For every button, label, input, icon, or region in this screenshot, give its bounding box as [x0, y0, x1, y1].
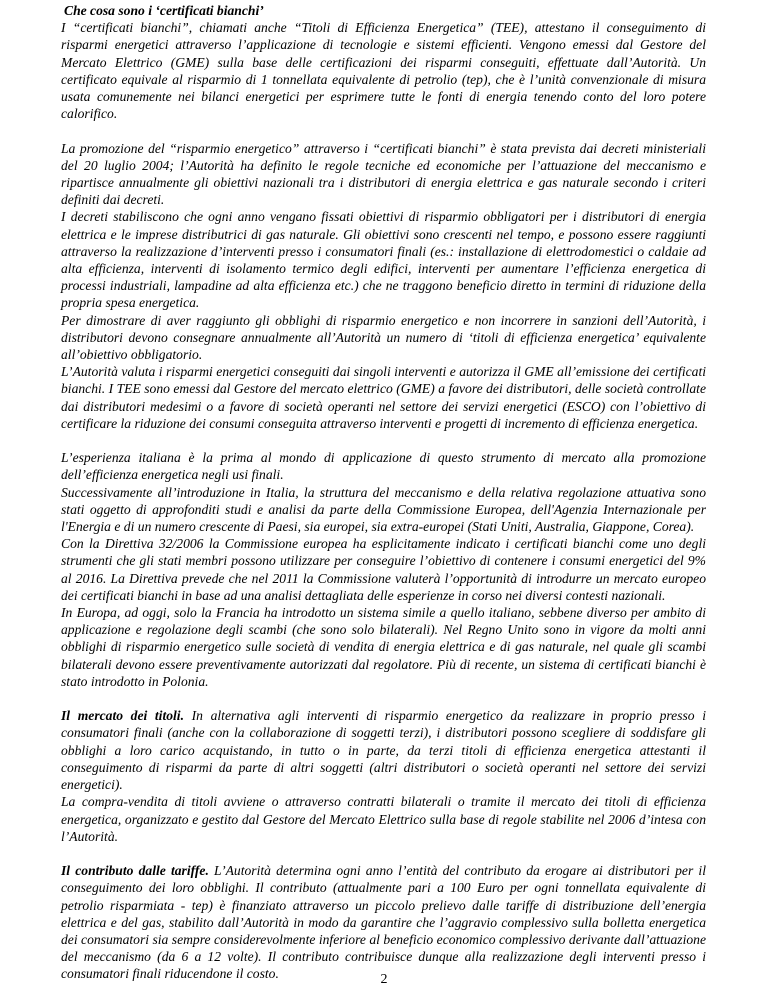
page-number: 2	[380, 972, 388, 987]
tariffs-text: L’Autorità determina ogni anno l’entità del contributo da erogare ai distributori per il conseguimento dei loro obblighi. Il contributo (attualmente pari a 100 Euro per ogni tonnellata equivalente di petrolio risparmiata - tep) è finanziato attraverso un piccolo prelievo dalle tariffe di distribuzione dell’energia elettrica e del gas, stabilito dall’Autorità in modo da garantire che l’aggravio complessivo sulla bolletta energetica dei consumatori sia sempre considerevolmente inferiore al beneficio economico complessivo derivante dall’attuazione del meccanismo (da 6 a 12 volte). Il contributo contribuisce dunque alla realizzazione degli interventi presso i consumatori finali riducendone il costo.	[61, 863, 706, 982]
promotion-paragraph-1: La promozione del “risparmio energetico” attraverso i “certificati bianchi” è stata prevista dai decreti ministeriali del 20 luglio 2004; l’Autorità ha definito le regole tecniche ed economiche per l’attuazione del meccanismo e ripartisce annualmente gli obiettivi nazionali tra i distributori di energia elettrica e gas naturale secondo i criteri definiti dai decreti.	[61, 140, 706, 208]
promotion-paragraph-2: I decreti stabiliscono che ogni anno vengano fissati obiettivi di risparmio obbligatori per i distributori di energia elettrica e le imprese distributrici di gas naturale. Gli obiettivi sono crescenti nel tempo, e possono essere raggiunti attraverso la realizzazione d’interventi presso i consumatori finali (es.: installazione di elettrodomestici o caldaie ad alta efficienza, interventi di isolamento termico degli edifici, interventi per aumentare l’efficienza energetica di processi industriali, lampadine ad alta efficienza etc.) che ne traggono beneficio diretto in termini di riduzione della propria spesa energetica.	[61, 209, 706, 311]
market-text: In alternativa agli interventi di risparmio energetico da realizzare in proprio presso i consumatori finali (anche con la collaborazione di soggetti terzi), i distributori possono scegliere di soddisfare gli obblighi a loro carico acquistando, in tutto o in parte, da terzi titoli di efficienza energetica attestanti il conseguimento di risparmi da parte di altri soggetti (altri distributori o società operanti nel settore dei servizi energetici).	[61, 708, 706, 793]
experience-paragraph-2: Successivamente all’introduzione in Italia, la struttura del meccanismo e della relativa regolazione attuativa sono stati oggetto di approfonditi studi e analisi da parte della Commissione Europea, dell'Agenzia Internazionale per l'Energia e di un numero crescente di Paesi, sia europei, sia extra-europei (Stati Uniti, Australia, Giappone, Corea).	[61, 484, 706, 535]
promotion-paragraph-3: Per dimostrare di aver raggiunto gli obblighi di risparmio energetico e non incorrere in sanzioni dell’Autorità, i distributori devono consegnare annualmente all’Autorità un numero di ‘titoli di efficienza energetica’ equivalente all’obiettivo obbligatorio.	[61, 312, 706, 363]
intro-section	[61, 19, 706, 122]
promotion-section	[61, 140, 706, 432]
experience-section	[61, 449, 706, 690]
market-paragraph-2: La compra-vendita di titoli avviene o attraverso contratti bilaterali o tramite il mercato dei titoli di efficienza energetica, organizzato e gestito dal Gestore del Mercato Elettrico sulla base di regole stabilite nel 2006 d’intesa con l’Autorità.	[61, 794, 706, 844]
tariffs-section	[61, 862, 706, 982]
tariffs-paragraph	[61, 862, 706, 982]
intro-paragraph: I “certificati bianchi”, chiamati anche “Titoli di Efficienza Energetica” (TEE), attestano il conseguimento di risparmi energetici attraverso l’applicazione di tecnologie e sistemi efficienti. Vengono emessi dal Gestore del Mercato Elettrico (GME) sulla base delle certificazioni dei risparmi conseguiti, effettuate dall’Autorità. Un certificato equivale al risparmio di 1 tonnellata equivalente di petrolio (tep), che è l’unità convenzionale di misura usata comunemente nei bilanci energetici per esprimere tutte le fonti di energia tenendo conto del loro potere calorifico.	[61, 20, 706, 122]
document-title: Che cosa sono i ‘certificati bianchi’	[64, 3, 264, 18]
promotion-paragraph-4: L’Autorità valuta i risparmi energetici conseguiti dai singoli interventi e autorizza il GME all’emissione dei certificati bianchi. I TEE sono emessi dal Gestore del mercato elettrico (GME) a favore dei distributori, delle società controllate dai distributori medesimi o a favore di società operanti nel settore dei servizi energetici (ESCO) con l’obiettivo di certificare la riduzione dei consumi conseguita attraverso interventi e progetti di incremento di efficienza energetica.	[61, 364, 706, 431]
experience-paragraph-1: L’esperienza italiana è la prima al mondo di applicazione di questo strumento di mercato alla promozione dell’efficienza energetica negli usi finali.	[61, 450, 706, 483]
experience-paragraph-4: In Europa, ad oggi, solo la Francia ha introdotto un sistema simile a quello italiano, sebbene diverso per ambito di applicazione e regolazione degli scambi (che sono solo bilaterali). Nel Regno Unito sono in vigore da molti anni obblighi di risparmio energetico sulle società di vendita di energia elettrica e di gas naturale, nel quale gli scambi bilaterali devono essere preventivamente autorizzati dal regolatore. Più di recente, un sistema di certificati bianchi è stato introdotto in Polonia.	[61, 605, 706, 689]
market-heading: Il mercato dei titoli.	[61, 708, 184, 724]
experience-paragraph-3: Con la Direttiva 32/2006 la Commissione europea ha esplicitamente indicato i certificati bianchi come uno degli strumenti che gli stati membri possono utilizzare per conseguire l’obiettivo di contenere i consumi energetici del 9% al 2016. La Direttiva prevede che nel 2011 la Commissione valuterà l’opportunità di introdurre un mercato europeo dei certificati bianchi in base ad una analisi dettagliata delle esperienze in corso nei diversi contesti nazionali.	[61, 536, 706, 603]
market-paragraph-1	[61, 707, 706, 793]
tariffs-heading: Il contributo dalle tariffe.	[61, 863, 209, 879]
market-section	[61, 707, 706, 845]
